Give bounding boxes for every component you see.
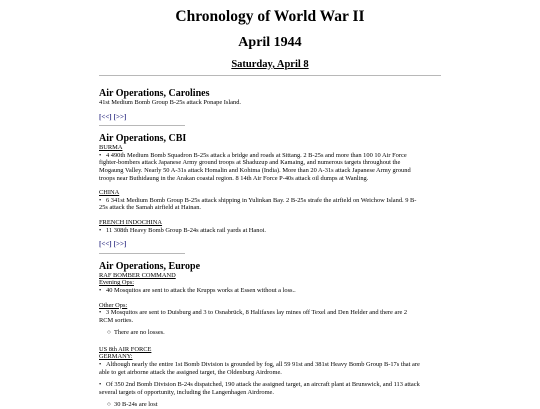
- prev-link[interactable]: [<<]: [99, 240, 112, 249]
- section-title-cbi: Air Operations, CBI: [99, 133, 187, 145]
- circle-bullet-icon: ○: [107, 329, 111, 337]
- usaf-label: US 8th AIR FORCE: [99, 345, 152, 353]
- bullet-icon: •: [99, 196, 102, 204]
- bullet-icon: •: [99, 381, 102, 389]
- next-link[interactable]: [>>]: [113, 240, 127, 249]
- section-title-carolines: Air Operations, Carolines: [99, 88, 210, 99]
- bullet-icon: •: [99, 226, 102, 234]
- burma-text-line: fighter-bombers attack Japanese Army ground troops at Shaduzup and Kamaing, and numerous targets throughout the: [99, 159, 401, 167]
- indochina-item: [99, 227, 441, 235]
- bullet-icon: •: [99, 309, 102, 317]
- prev-link[interactable]: [<<]: [99, 112, 112, 121]
- burma-label: BURMA: [99, 144, 123, 152]
- china-text-line: 25s attack the Samah airfield at Hainan.: [99, 204, 202, 212]
- no-losses-item: [107, 329, 441, 337]
- germany-text-line: Of 350 2nd Bomb Division B-24s dispatched, 190 attack the assigned target, an aircraft plant at Brunswick, and 113 attack: [106, 381, 420, 389]
- section-cbi: [99, 133, 441, 254]
- divider: [99, 125, 185, 126]
- section-europe: [99, 261, 441, 409]
- other-text-line: 3 Mosquitos are sent to Duisburg and 3 to Osnabrück, 8 Halifaxes lay mines off Texel and Den Helder and there are 2: [106, 309, 408, 317]
- divider: [99, 75, 441, 76]
- germany-text-line: Although nearly the entire 1st Bomb Division is grounded by fog, all 59 91st and 381st Heavy Bomb Group B-17s that are: [106, 361, 420, 369]
- other-text-line: RCM sorties.: [99, 316, 134, 324]
- next-link[interactable]: [>>]: [113, 112, 127, 121]
- other-ops-label: Other Ops:: [99, 301, 128, 309]
- burma-text-line: troops near Buthidaung in the Arakan coastal region. 8 14th Air Force P-40s attack oil dumps at Wanling.: [99, 174, 369, 182]
- date-heading: Saturday, April 8: [231, 59, 309, 70]
- nav-carolines: [99, 114, 441, 122]
- germany-label: GERMANY:: [99, 353, 133, 361]
- burma-item: [99, 152, 441, 182]
- evening-text: 40 Mosquitos are sent to attack the Krupps works at Essen without a loss..: [106, 286, 296, 294]
- divider: [99, 253, 185, 254]
- china-label: CHINA: [99, 189, 120, 197]
- bullet-icon: •: [99, 151, 102, 159]
- page-title: Chronology of World War II: [175, 8, 365, 25]
- evening-item: [99, 287, 441, 295]
- raf-label: RAF BOMBER COMMAND: [99, 271, 176, 279]
- no-losses-text: There are no losses.: [114, 329, 165, 337]
- germany-item-1: [99, 361, 441, 376]
- content: [99, 75, 441, 409]
- burma-text-line: 4 490th Medium Bomb Squadron B-25s attack a bridge and roads at Sittang. 2 B-25s and more than 100 10 Air Force: [106, 151, 407, 159]
- section-carolines: [99, 88, 441, 126]
- germany-text-line: able to get airborne attack the assigned target, the Oldenburg Airdrome.: [99, 368, 282, 376]
- china-item: [99, 197, 441, 212]
- evening-ops-label: Evening Ops:: [99, 279, 134, 287]
- burma-text-line: Mogaung Valley. Nearly 50 A-31s attack Homalin and Kohima (India). More than 20 A-31s attack Japanese Army ground: [99, 166, 411, 174]
- indochina-text: 11 308th Heavy Bomb Group B-24s attack rail yards at Hanoi.: [106, 226, 267, 234]
- section-title-europe: Air Operations, Europe: [99, 260, 201, 272]
- germany-text-line: several targets of opportunity, including the Langenhagen Airdrome.: [99, 388, 274, 396]
- other-item: [99, 309, 441, 324]
- carolines-text: 41st Medium Bomb Group B-25s attack Ponape Island.: [99, 99, 241, 106]
- nav-cbi: [99, 241, 441, 249]
- circle-bullet-icon: ○: [107, 401, 111, 409]
- germany-item-2: [99, 381, 441, 396]
- losses-text: 30 B-24s are lost: [114, 401, 158, 409]
- month-title: April 1944: [238, 35, 302, 50]
- bullet-icon: •: [99, 361, 102, 369]
- china-text-line: 6 341st Medium Bomb Group B-25s attack shipping in Yulinkan Bay. 2 B-25s strafe the airfield on Weichow Island. 9 B-: [106, 196, 417, 204]
- bullet-icon: •: [99, 286, 102, 294]
- losses-item: [107, 401, 441, 409]
- indochina-label: FRENCH INDOCHINA: [99, 218, 163, 226]
